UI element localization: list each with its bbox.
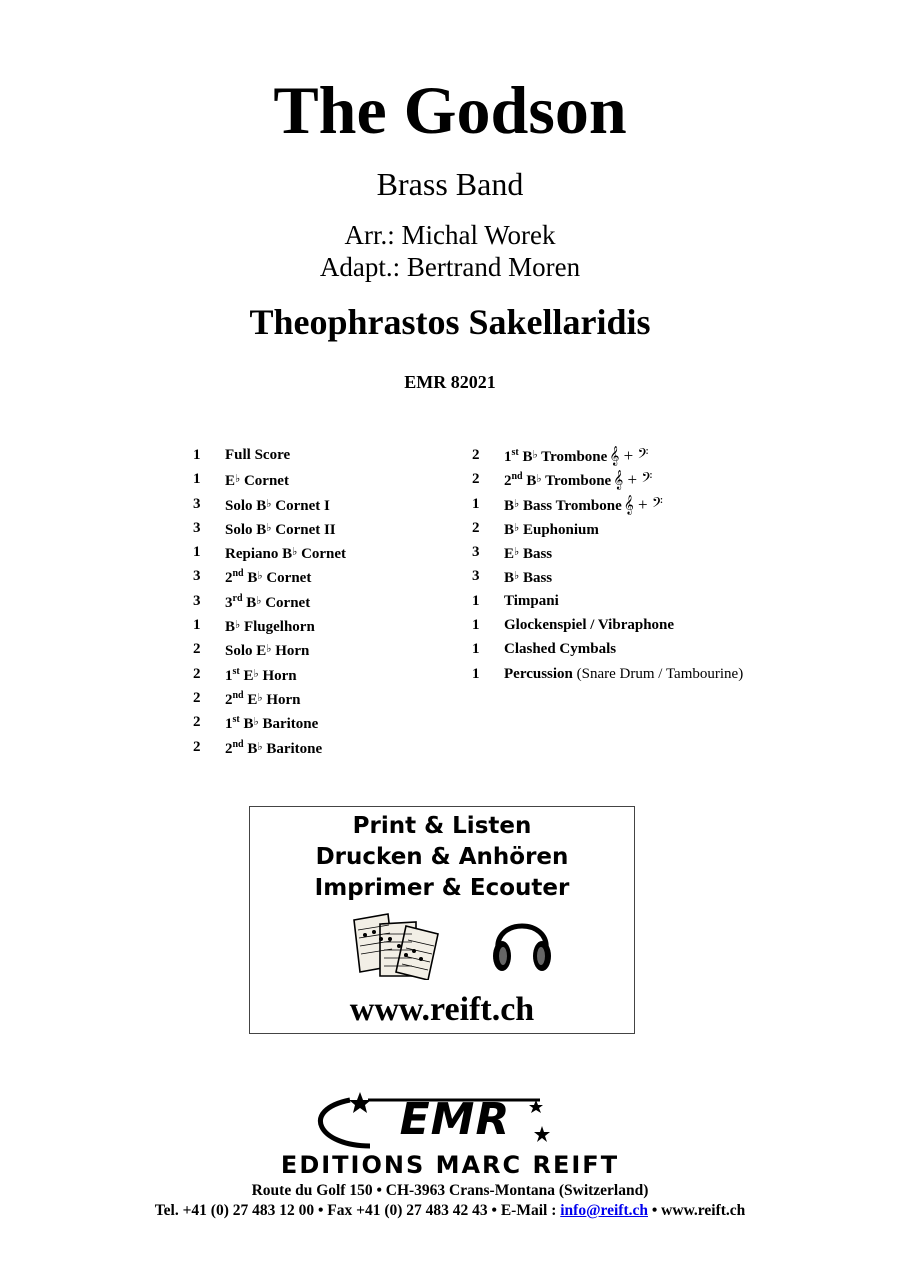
flat-sign: ♭ <box>536 473 542 486</box>
part-key: E <box>504 546 515 563</box>
part-key: B <box>282 546 293 563</box>
part-quantity: 2 <box>193 689 201 706</box>
part-name-prefix: 2 <box>225 740 233 757</box>
flat-sign: ♭ <box>514 497 520 510</box>
parts-list-left <box>193 443 453 759</box>
part-row <box>472 467 812 491</box>
part-name <box>225 613 315 639</box>
flat-sign: ♭ <box>514 570 520 583</box>
part-name <box>225 516 336 542</box>
emr-logo-text: EMR <box>399 1094 511 1145</box>
part-quantity: 2 <box>193 665 201 682</box>
part-row <box>472 516 812 540</box>
promo-website-link[interactable]: www.reift.ch <box>349 991 535 1028</box>
part-key: B <box>256 521 267 538</box>
part-row <box>193 589 453 613</box>
part-quantity: 2 <box>472 519 480 536</box>
adapter-credit: Adapt.: Bertrand Moren <box>319 252 581 282</box>
treble-bass-clef-icon: 𝄞 + 𝄢 <box>613 470 653 490</box>
part-name-prefix: 2 <box>225 570 233 587</box>
flat-sign: ♭ <box>257 691 263 704</box>
part-ordinal-suffix: nd <box>232 689 244 701</box>
flat-sign: ♭ <box>266 521 272 534</box>
part-quantity: 2 <box>472 447 480 463</box>
part-row <box>193 443 453 467</box>
flat-sign: ♭ <box>253 667 259 680</box>
part-quantity: 2 <box>193 714 201 731</box>
part-name <box>504 516 599 542</box>
part-row <box>472 613 812 637</box>
flat-sign: ♭ <box>532 449 538 461</box>
part-name-prefix: 3 <box>225 594 233 611</box>
part-instrument: Cornet <box>297 546 347 563</box>
part-name <box>225 467 289 493</box>
part-instrument: Cornet II <box>271 521 336 538</box>
flat-sign: ♭ <box>257 740 263 753</box>
part-quantity: 3 <box>193 519 201 536</box>
part-row <box>193 516 453 540</box>
part-ordinal-suffix: st <box>232 714 240 726</box>
part-instrument: Bass <box>519 570 553 587</box>
part-row <box>193 540 453 564</box>
part-instrument: Horn <box>271 643 310 660</box>
part-quantity: 1 <box>472 641 480 658</box>
part-key: B <box>239 716 254 733</box>
flat-sign: ♭ <box>257 570 263 583</box>
part-key: B <box>504 570 515 587</box>
part-name <box>225 686 301 712</box>
part-quantity: 3 <box>193 568 201 585</box>
part-quantity: 1 <box>193 471 201 488</box>
part-quantity: 1 <box>472 617 480 634</box>
part-instrument: Glockenspiel / Vibraphone <box>504 617 675 634</box>
page-title: The Godson <box>273 72 627 148</box>
part-name <box>225 540 346 566</box>
part-key: B <box>225 619 236 636</box>
part-key: B <box>243 570 258 587</box>
part-instrument: Cornet <box>240 473 289 490</box>
part-instrument: Euphonium <box>519 521 599 538</box>
part-name-prefix: 2 <box>225 691 233 708</box>
part-name-prefix: Solo <box>225 497 257 514</box>
part-row <box>193 637 453 661</box>
part-quantity: 3 <box>193 592 201 609</box>
ensemble-label: Brass Band <box>376 166 524 202</box>
part-name <box>225 735 322 761</box>
part-quantity: 3 <box>472 544 480 561</box>
parts-list-right <box>472 443 812 686</box>
email-link[interactable]: info@reift.ch <box>560 1202 648 1219</box>
part-instrument: Bass <box>519 546 553 563</box>
part-key: E <box>225 473 236 490</box>
part-quantity: 1 <box>472 495 480 512</box>
part-row <box>193 613 453 637</box>
part-instrument: Baritone <box>258 716 319 733</box>
part-name <box>504 637 616 661</box>
part-name-prefix: Solo <box>225 521 257 538</box>
part-row <box>472 662 812 686</box>
part-row <box>472 564 812 588</box>
part-name-prefix: Repiano <box>225 546 283 563</box>
part-row <box>193 467 453 491</box>
part-key: B <box>242 594 257 611</box>
flat-sign: ♭ <box>266 643 272 656</box>
part-name <box>225 564 311 590</box>
publisher-contact <box>0 1201 900 1221</box>
flat-sign: ♭ <box>235 619 241 632</box>
part-key: B <box>256 497 267 514</box>
flat-sign: ♭ <box>266 497 272 510</box>
treble-bass-clef-icon: 𝄞 + 𝄢 <box>623 494 663 514</box>
part-instrument: Clashed Cymbals <box>504 641 617 658</box>
part-quantity: 2 <box>472 471 480 488</box>
flat-sign: ♭ <box>235 473 241 486</box>
part-ordinal-suffix: st <box>232 665 240 677</box>
part-quantity: 2 <box>193 738 201 755</box>
part-row <box>193 564 453 588</box>
part-instrument: Cornet <box>262 570 312 587</box>
part-quantity: 1 <box>472 592 480 609</box>
part-instrument: Horn <box>258 667 297 684</box>
part-key: E <box>256 643 267 660</box>
part-key: B <box>243 740 258 757</box>
flat-sign: ♭ <box>292 546 298 559</box>
flat-sign: ♭ <box>256 594 262 607</box>
part-instrument: Trombone <box>541 473 612 490</box>
sheet-music-icon <box>350 912 444 980</box>
part-row <box>472 637 812 661</box>
catalog-number: EMR 82021 <box>404 372 496 392</box>
flat-sign: ♭ <box>514 521 520 534</box>
part-quantity: 1 <box>193 617 201 634</box>
part-name-prefix: 1 <box>504 449 512 465</box>
part-name-prefix: 1 <box>225 716 233 733</box>
part-row <box>193 735 453 759</box>
part-name <box>504 540 552 566</box>
treble-bass-clef-icon: 𝄞 + 𝄢 <box>609 446 649 465</box>
composer-name: Theophrastos Sakellaridis <box>249 302 651 342</box>
part-instrument: Bass Trombone <box>519 497 622 514</box>
contact-phone-fax: Tel. +41 (0) 27 483 12 00 • Fax +41 (0) 27 483 42 43 • E-Mail : <box>154 1202 561 1219</box>
part-key: E <box>243 691 258 708</box>
part-ordinal-suffix: st <box>511 447 519 458</box>
part-name <box>504 492 663 518</box>
part-name <box>225 492 330 518</box>
part-instrument: Percussion <box>504 665 573 682</box>
part-name <box>225 443 290 467</box>
part-name <box>504 443 648 469</box>
promo-line-french: Imprimer & Ecouter <box>314 875 570 901</box>
part-detail: (Snare Drum / Tambourine) <box>572 665 744 682</box>
part-instrument: Trombone <box>537 449 608 465</box>
part-instrument: Flugelhorn <box>240 619 315 636</box>
part-name-prefix: 2 <box>504 473 512 490</box>
part-quantity: 1 <box>193 447 201 463</box>
part-quantity: 3 <box>193 495 201 512</box>
part-name <box>225 662 297 688</box>
part-name <box>504 613 674 637</box>
part-row <box>193 686 453 710</box>
part-name <box>504 467 652 493</box>
part-name <box>225 589 310 615</box>
part-instrument: Cornet <box>261 594 311 611</box>
part-ordinal-suffix: nd <box>232 738 244 750</box>
part-instrument: Cornet I <box>271 497 330 514</box>
part-ordinal-suffix: nd <box>511 471 523 483</box>
part-key: B <box>504 497 515 514</box>
part-instrument: Timpani <box>504 592 559 609</box>
emr-logo <box>310 1090 560 1152</box>
part-key: B <box>522 473 537 490</box>
part-row <box>193 710 453 734</box>
part-row <box>472 540 812 564</box>
part-quantity: 3 <box>472 568 480 585</box>
print-listen-banner[interactable] <box>249 806 635 1034</box>
part-name <box>504 589 559 613</box>
promo-line-english: Print & Listen <box>352 813 532 839</box>
part-ordinal-suffix: rd <box>232 592 243 604</box>
part-name <box>504 564 552 590</box>
promo-line-german: Drucken & Anhören <box>315 844 569 870</box>
part-key: B <box>518 449 533 465</box>
part-row <box>193 492 453 516</box>
publisher-address: Route du Golf 150 • CH-3963 Crans-Montana (Switzerland) <box>251 1182 649 1199</box>
promo-icons <box>250 904 634 990</box>
part-instrument: Baritone <box>262 740 323 757</box>
part-quantity: 1 <box>472 665 480 682</box>
part-row <box>472 443 812 467</box>
part-name-prefix: Solo <box>225 643 257 660</box>
flat-sign: ♭ <box>514 546 520 559</box>
part-instrument: Horn <box>262 691 301 708</box>
part-instrument: Full Score <box>225 447 291 463</box>
arranger-credit: Arr.: Michal Worek <box>344 220 556 250</box>
part-row <box>472 492 812 516</box>
part-row <box>193 662 453 686</box>
part-quantity: 1 <box>193 544 201 561</box>
part-row <box>472 589 812 613</box>
part-name <box>225 710 318 736</box>
flat-sign: ♭ <box>253 716 259 729</box>
publisher-name: EDITIONS MARC REIFT <box>280 1151 620 1179</box>
part-key: B <box>504 521 515 538</box>
contact-website: • www.reift.ch <box>648 1202 746 1219</box>
part-ordinal-suffix: nd <box>232 568 244 580</box>
part-name-prefix: 1 <box>225 667 233 684</box>
part-name <box>225 637 309 663</box>
headphones-icon <box>490 910 554 976</box>
part-quantity: 2 <box>193 641 201 658</box>
part-key: E <box>239 667 254 684</box>
part-name <box>504 662 743 686</box>
